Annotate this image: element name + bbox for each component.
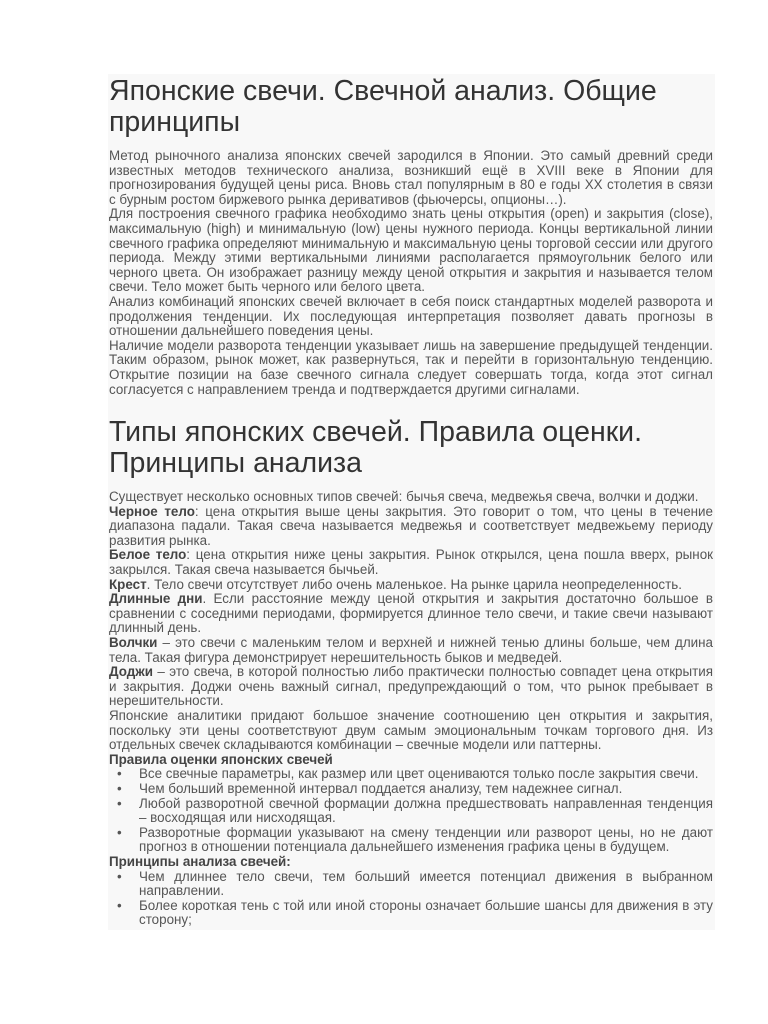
list-item: • Все свечные параметры, как размер или цвет оцениваются только после закрытия свечи. [117, 766, 699, 782]
section-body-general [109, 149, 713, 397]
section-body-types [109, 490, 713, 928]
list-item: • Чем длиннее тело свечи, тем больший имеется потенциал движения в выбранном направлении. [117, 868, 713, 899]
paragraph: Наличие модели разворота тенденции указывает лишь на завершение предыдущей тенденции. Таким образом, рынок может, как развернуться, так и перейти в горизонтальную тенденцию. Открытие позиции на базе свечного сигнала следует совершать тогда, когда этот сигнал согласуется с направлением тренда и подтверждается другими сигналами. [109, 337, 713, 397]
term: Крест [109, 576, 147, 592]
paragraph-intro: Существует несколько основных типов свечей: бычья свеча, медвежья свеча, волчки и доджи. [109, 489, 699, 505]
list-item: • Чем больший временной интервал поддается анализу, тем надежнее сигнал. [117, 780, 623, 796]
list-item: • Более короткая тень с той или иной стороны означает большие шансы для движения в эту сторону; [117, 897, 713, 928]
bullet-icon: • [117, 868, 122, 884]
rules-list [109, 767, 713, 855]
list-item: • Разворотные формации указывают на смену тенденции или разворот цены, но не дают прогноз в отношении потенциала дальнейшего изменения графика цены в будущем. [117, 824, 713, 855]
principles-list [109, 870, 713, 928]
definition-text: . Если расстояние между ценой открытия и закрытия достаточно большое в сравнении с соседними периодами, формируется длинное тело свечи, и такие свечи называют длинный день. [109, 591, 713, 636]
definition-text: – это свеча, в которой полностью либо практически полностью совпадет цена открытия и закрытия. Доджи очень важный сигнал, предупреждающий о том, что рынок пребывает в нерешительности. [109, 664, 713, 709]
term: Доджи [109, 664, 153, 680]
bullet-icon: • [117, 795, 122, 811]
paragraph: Метод рыночного анализа японских свечей зародился в Японии. Это самый древний среди известных методов технического анализа, возникший ещё в XVIII веке в Японии для прогнозирования будущей цены риса. Вновь стал популярным в 80 е годы XX столетия в связи с бурным ростом биржевого рынка деривативов (фьючерсы, опционы…). [109, 148, 713, 207]
definition-text: : цена открытия выше цены закрытия. Это говорит о том, что цены в течение диапазона падали. Такая свеча называется медвежья и соответствует медвежьему периоду развития рынка. [109, 503, 713, 548]
paragraph: Для построения свечного графика необходимо знать цены открытия (open) и закрытия (close), максимальную (high) и минимальную (low) цены нужного периода. Концы вертикальной линии свечного графика определяют минимальную и максимальную цены торговой сессии или другого периода. Между этими вертикальными линиями располагается прямоугольник белого или черного цвета. Он изображает разницу между ценой открытия и закрытия и называется телом свечи. Тело может быть черного или белого цвета. [109, 206, 713, 295]
paragraph-closing: Японские аналитики придают большое значение соотношению цен открытия и закрытия, поскольку эти цены соответствуют двум самым эмоциональным точкам торгового дня. Из отдельных свечек складываются комбинации – свечные модели или паттерны. [109, 708, 713, 753]
definition-text: – это свечи с маленьким телом и верхней и нижней тенью длины больше, чем длина тела. Такая фигура демонстрирует нерешительность быков и медведей. [109, 635, 713, 665]
paragraph: Анализ комбинаций японских свечей включает в себя поиск стандартных моделей разворота и продолжения тенденции. Их последующая интерпретация позволяет давать прогнозы в отношении дальнейшего поведения цены. [109, 293, 713, 339]
document-content [109, 74, 713, 928]
definition-cross [109, 578, 713, 593]
term: Черное тело [109, 503, 195, 519]
bullet-icon: • [117, 780, 122, 796]
bullet-icon: • [117, 897, 122, 913]
bullet-icon: • [117, 824, 122, 840]
bullet-icon: • [117, 766, 122, 782]
definition-spinning-tops [109, 636, 713, 665]
subheading-principles: Принципы анализа свечей: [109, 853, 291, 869]
subheading-rules: Правила оценки японских свечей [109, 751, 333, 767]
definition-long-days [109, 592, 713, 636]
term: Длинные дни [109, 591, 203, 607]
definition-text: : цена открытия ниже цены закрытия. Рынок открылся, цена пошла вверх, рынок закрылся. Такая свеча называется бычьей. [109, 547, 713, 578]
section-title-candles-analysis: Японские свечи. Свечной анализ. Общие принципы [109, 75, 657, 138]
definition-white-body [109, 548, 713, 577]
term: Белое тело [109, 547, 187, 563]
section-title-candle-types: Типы японских свечей. Правила оценки. Принципы анализа [109, 416, 642, 480]
list-item: • Любой разворотной свечной формации должна предшествовать направленная тенденция – восходящая или нисходящая. [117, 795, 713, 826]
definition-doji [109, 665, 713, 709]
term: Волчки [109, 635, 158, 651]
definition-text: . Тело свечи отсутствует либо очень маленькое. На рынке царила неопределенность. [146, 576, 682, 592]
definition-black-body [109, 505, 713, 549]
